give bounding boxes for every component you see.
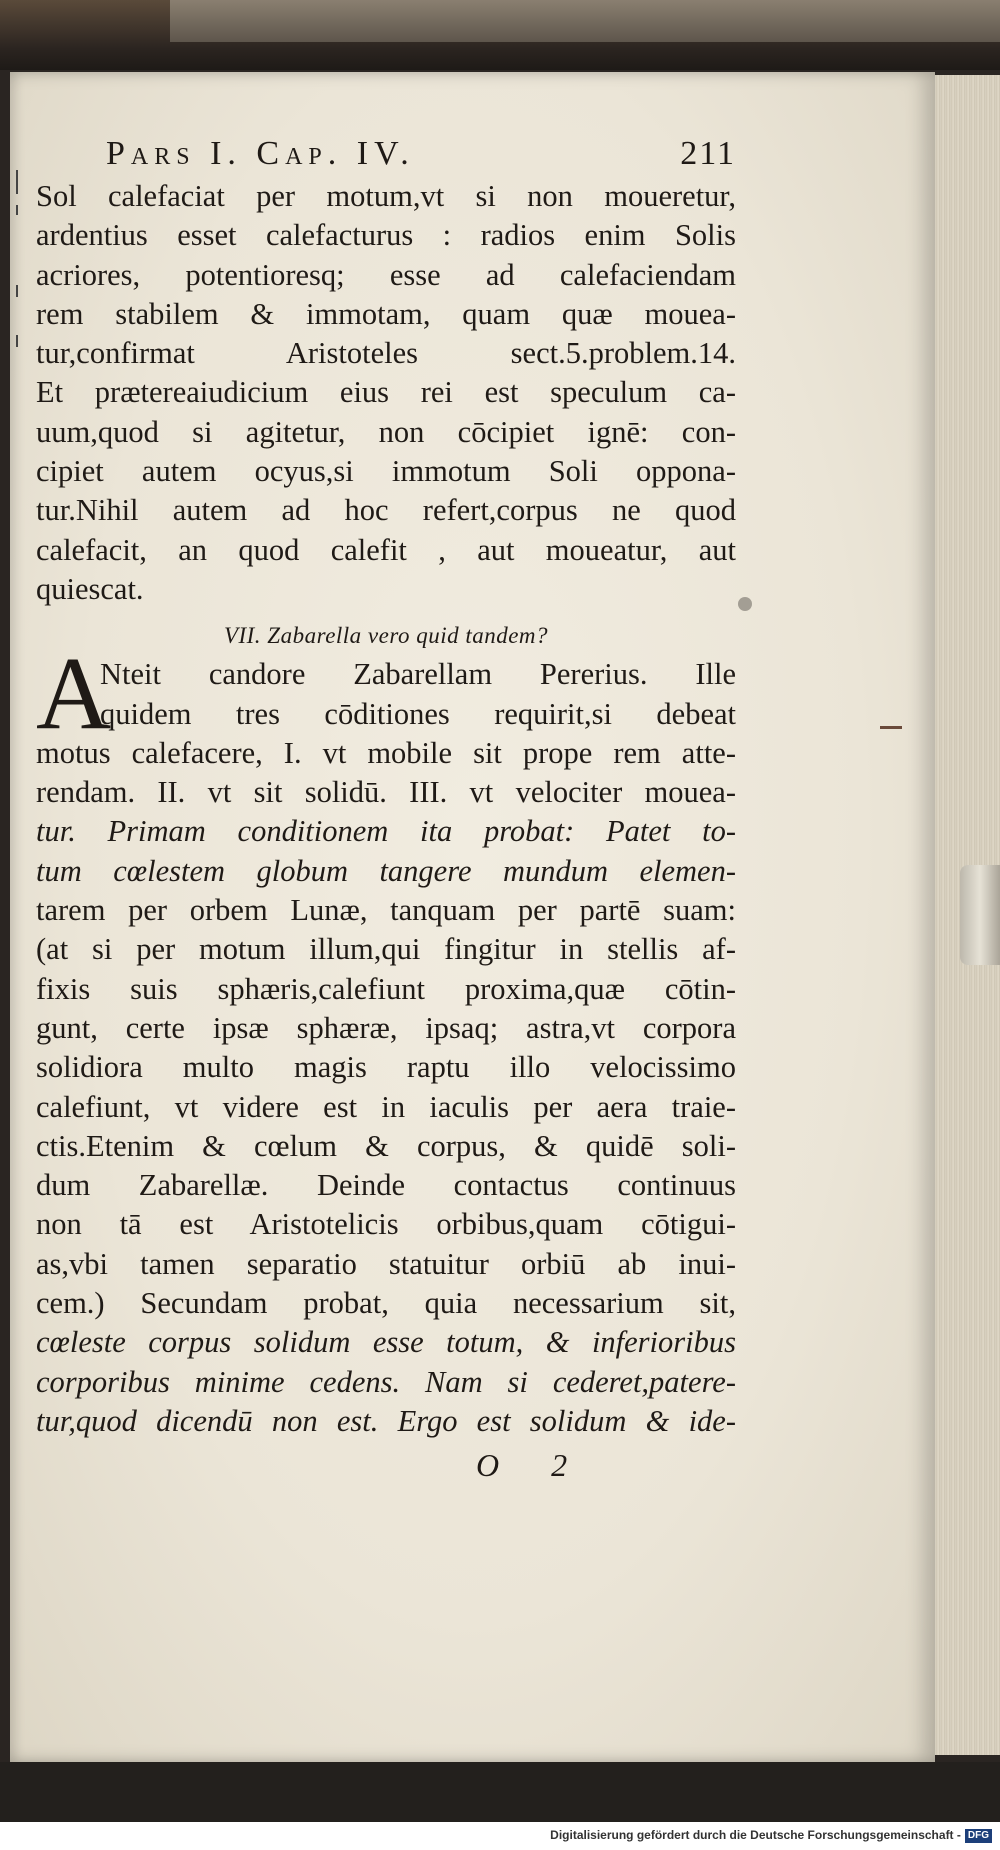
page-number: 211 <box>680 135 736 172</box>
text-line: (at si per motum illum,qui fingitur in stellis af- <box>36 932 736 967</box>
text-line: motus calefacere, I. vt mobile sit prope rem atte- <box>36 735 736 770</box>
text-line: non tā est Aristotelicis orbibus,quam cōtigui- <box>36 1207 736 1242</box>
text-line: calefiunt, vt videre est in iaculis per aera traie- <box>36 1089 736 1124</box>
text-line: gunt, certe ipsæ sphæræ, ipsaq; astra,vt corpora <box>36 1010 736 1045</box>
text-line: tur. Primam conditionem ita probat: Patet to- <box>36 814 736 849</box>
text-line: ardentius esset calefacturus : radios enim Solis <box>36 218 736 253</box>
book-cover-top <box>0 0 1000 70</box>
margin-dash <box>880 726 902 729</box>
text-line: ctis.Etenim & cœlum & corpus, & quidē soli- <box>36 1128 736 1163</box>
text-line: solidiora multo magis raptu illo velocissimo <box>36 1050 736 1085</box>
text-line: uum,quod si agitetur, non cōcipiet ignē: con- <box>36 414 736 449</box>
text-line: Sol calefaciat per motum,vt si non moueretur, <box>36 179 736 213</box>
credit-text: Digitalisierung gefördert durch die Deutsche Forschungsgemeinschaft - <box>550 1828 961 1842</box>
text-line: calefacit, an quod calefit , aut moueatur, aut <box>36 532 736 567</box>
margin-mark <box>16 285 18 297</box>
text-line: corporibus minime cedens. Nam si cederet,patere- <box>36 1364 736 1399</box>
cover-board <box>170 0 1000 42</box>
section-heading: VII. Zabarella vero quid tandem? <box>223 623 549 649</box>
margin-mark <box>16 335 18 347</box>
drop-cap: A <box>36 636 112 752</box>
text-line: Nteit candore Zabarellam Pererius. Ille <box>100 657 736 692</box>
text-line: tur,quod dicendū non est. Ergo est solidum & ide- <box>36 1403 736 1438</box>
text-line: as,vbi tamen separatio statuitur orbiū ab inui- <box>36 1246 736 1281</box>
text-line: tarem per orbem Lunæ, tanquam per partē suam: <box>36 893 736 928</box>
running-title: Pars I. Cap. IV. <box>106 135 415 172</box>
footer-credit <box>550 1828 992 1843</box>
text-line: fixis suis sphæris,calefiunt proxima,quæ cōtin- <box>36 971 736 1006</box>
text-line: quidem tres cōditiones requirit,si debeat <box>100 696 736 731</box>
text-line: cœleste corpus solidum esse totum, & inferioribus <box>36 1325 736 1360</box>
text-line: rem stabilem & immotam, quam quæ mouea- <box>36 296 736 331</box>
margin-mark <box>16 170 18 194</box>
page-spot <box>738 597 752 611</box>
text-line: dum Zabarellæ. Deinde contactus continuus <box>36 1168 736 1203</box>
text-line: tum cœlestem globum tangere mundum elemen- <box>36 853 736 888</box>
signature-mark: O 2 <box>476 1447 590 1484</box>
paragraph-2 <box>36 734 736 1441</box>
footer-bar <box>0 1822 1000 1850</box>
text-line: cem.) Secundam probat, quia necessarium sit, <box>36 1286 736 1321</box>
text-line: Et prætereaiudicium eius rei est speculum ca- <box>36 375 736 410</box>
dfg-logo: DFG <box>965 1829 992 1843</box>
text-line: tur.Nihil autem ad hoc refert,corpus ne quod <box>36 493 736 528</box>
running-head <box>36 135 736 173</box>
text-line: rendam. II. vt sit solidū. III. vt velociter mouea- <box>36 775 736 810</box>
drop-cap-lines <box>100 655 736 734</box>
paragraph-1 <box>36 177 736 609</box>
text-line: cipiet autem ocyus,si immotum Soli oppona- <box>36 454 736 489</box>
margin-mark <box>16 205 18 215</box>
page-text <box>36 135 736 1484</box>
book-clasp <box>960 865 1000 965</box>
book-cover-bottom <box>0 1762 1000 1822</box>
text-line: quiescat. <box>36 571 144 606</box>
text-line: tur,confirmat Aristoteles sect.5.problem.14. <box>36 336 736 371</box>
text-line: acriores, potentioresq; esse ad calefaciendam <box>36 257 736 292</box>
